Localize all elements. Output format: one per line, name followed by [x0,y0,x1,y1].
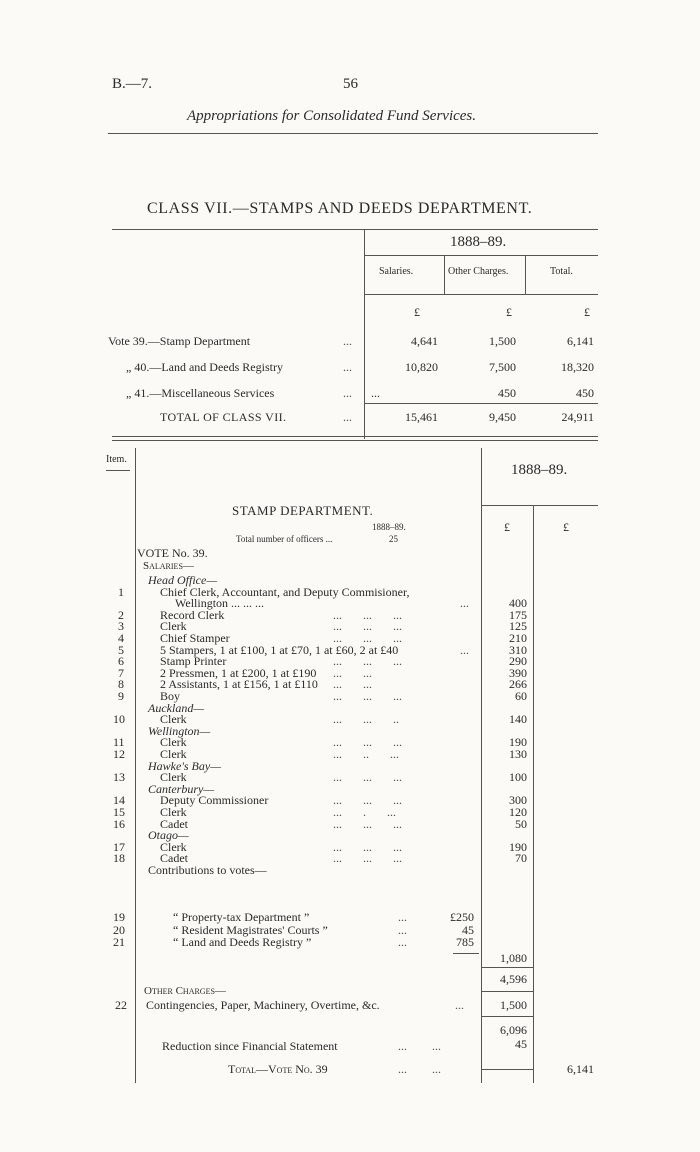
line-dots: ... ... ... [333,839,402,854]
line-text: Auckland— [148,700,204,715]
line-text: 5 Stampers, 1 at £100, 1 at £70, 1 at £60, 2 at £40 [160,642,399,657]
summary-bottom-rule-2 [112,440,598,441]
summary-colhead-rule [364,294,598,295]
item-number: 15 [113,805,125,819]
page-number: 56 [343,76,358,92]
line-amount: 130 [509,747,527,761]
salaries-total-rule [481,967,533,968]
line-text: Clerk [160,805,187,819]
contribution-amount: 785 [456,935,474,949]
currency-other: £ [506,305,512,319]
line-text: Clerk [160,735,187,750]
line-text: Cadet [160,851,188,866]
item-number: 14 [113,793,125,808]
department-title: STAMP DEPARTMENT. [232,503,374,518]
line-amount: 266 [509,677,527,692]
total-vote-label: Total—Vote No. 39 [228,1062,328,1076]
contributions-total: 1,080 [500,951,527,965]
total-vote-amount: 6,141 [567,1062,594,1076]
line-text: Chief Stamper [160,631,230,645]
line-amount: 190 [509,735,527,750]
item-number: 9 [118,689,124,703]
header-rule [108,133,598,134]
line-text: 2 Pressmen, 1 at £200, 1 at £190 [160,665,317,680]
item-number: 11 [113,735,125,750]
line-text: Chief Clerk, Accountant, and Deputy Commisioner, [160,584,410,599]
officers-count: 25 [389,534,398,544]
summary-row-dots: ... [343,334,352,348]
line-dots: ... ... ... [333,816,402,831]
line-text: Clerk [160,747,187,761]
other-charges-amount: 1,500 [500,998,527,1012]
item-number: 17 [113,839,125,854]
salaries-heading: Salaries— [143,560,194,572]
line-text: Otago— [148,828,189,843]
item-number: 16 [113,816,125,831]
line-dots: ... ... [333,677,372,692]
item-number: 20 [113,922,125,937]
summary-total-label: TOTAL OF CLASS VII. [160,410,287,424]
contributions-rule [453,953,479,954]
item-number: 10 [113,712,125,727]
line-dots: ... [460,596,469,611]
salaries-total: 4,596 [500,972,527,986]
line-text: Record Clerk [160,607,225,622]
line-dots: ... ... ... [333,770,402,785]
item-number: 13 [113,770,125,785]
line-text: Clerk [160,839,187,854]
page-reference: B.—7. [112,76,153,92]
amount-column-rule-2 [533,505,534,1083]
col-other-charges: Other Charges. [448,266,509,277]
other-charges-dots: ... [455,998,464,1012]
line-text: Wellington— [148,723,211,738]
detail-currency-1: £ [504,520,510,534]
other-charges-text: Contingencies, Paper, Machinery, Overtime, &c. [146,998,380,1012]
line-amount: 390 [509,665,527,680]
line-text: Deputy Commissioner [160,793,269,808]
line-amount: 70 [515,851,527,866]
summary-row-dots: ... [343,360,352,374]
line-dots: ... ... ... [333,631,402,645]
summary-total-dots: ... [343,410,352,424]
col-total: Total. [550,266,573,277]
line-amount: 190 [509,839,527,854]
detail-year: 1888–89. [511,462,568,478]
line-dots: ... ... ... [333,735,402,750]
reduction-amount: 45 [515,1037,527,1051]
reduction-dots: ... ... [398,1039,441,1053]
contribution-amount: 45 [462,922,474,937]
detail-year-rule [481,505,598,506]
summary-bottom-rule [112,436,598,437]
line-amount: 125 [509,619,527,634]
line-text: Wellington ... ... ... [175,596,265,611]
line-text: Cadet [160,816,188,831]
item-column-rule [135,448,136,1083]
summary-row-label: „ 40.—Land and Deeds Registry [126,360,283,374]
summary-row-salaries: 4,641 [411,334,438,348]
contribution-amount: £250 [450,910,474,924]
line-dots: ... ... .. [333,712,399,727]
vote-number: VOTE No. 39. [137,546,208,560]
page-subtitle: Appropriations for Consolidated Fund Services. [187,108,477,124]
line-dots: ... [460,642,469,657]
summary-year-rule [364,255,598,256]
summary-row-dots: ... [343,386,352,400]
item-number: 3 [118,619,124,634]
class-title: CLASS VII.—STAMPS AND DEEDS DEPARTMENT. [147,200,533,217]
line-amount: 300 [509,793,527,808]
item-header-rule [106,470,130,471]
line-text: Clerk [160,770,187,785]
contribution-dots: ... [398,935,407,949]
summary-left-rule [364,229,365,439]
line-dots: ... ... ... [333,851,402,866]
summary-row-total: 6,141 [567,334,594,348]
item-number: 4 [118,631,124,645]
line-dots: ... ... ... [333,793,402,808]
line-text: Boy [160,689,181,703]
summary-row-other: 7,500 [489,360,516,374]
line-dots: ... ... ... [333,619,402,634]
subtotal-amount: 6,096 [500,1023,527,1037]
item-number: 1 [118,584,124,599]
line-dots: ... ... [333,665,372,680]
officers-year: 1888–89. [372,522,406,532]
summary-total-rule [364,403,598,404]
line-amount: 400 [509,596,527,611]
line-text: Clerk [160,712,187,727]
line-text: Stamp Printer [160,654,227,669]
summary-total-other: 9,450 [489,410,516,424]
summary-year: 1888–89. [450,234,507,250]
summary-col-rule-1 [444,255,445,295]
line-amount: 175 [509,607,527,622]
line-amount: 310 [509,642,527,657]
line-dots: ... ... ... [333,689,402,703]
total-vote-dots: ... ... [398,1062,441,1076]
line-dots: ... .. ... [333,747,399,761]
total-rule [481,1069,533,1070]
line-dots: ... ... ... [333,654,402,669]
summary-col-rule-2 [525,255,526,295]
summary-row-total: 18,320 [561,360,594,374]
currency-salaries: £ [414,305,420,319]
summary-row-other: 1,500 [489,334,516,348]
contribution-dots: ... [398,910,407,924]
line-text: 2 Assistants, 1 at £156, 1 at £110 [160,677,318,692]
item-number: 19 [113,910,125,924]
other-item-number: 22 [115,998,127,1012]
amount-column-rule-1 [481,448,482,1083]
col-salaries: Salaries. [379,266,414,277]
summary-row-label: Vote 39.—Stamp Department [108,334,251,348]
other-charges-heading: Other Charges— [144,985,226,997]
contribution-text: “ Property-tax Department ” [173,910,310,924]
contribution-dots: ... [398,922,407,937]
line-dots: ... . ... [333,805,396,819]
item-number: 21 [113,935,125,949]
other-charges-rule [481,991,533,992]
item-number: 6 [118,654,124,669]
summary-row-label: „ 41.—Miscellaneous Services [126,386,275,400]
item-number: 18 [113,851,125,866]
line-dots: ... ... ... [333,607,402,622]
line-amount: 140 [509,712,527,727]
line-amount: 120 [509,805,527,819]
item-number: 2 [118,607,124,622]
line-text: Canterbury— [148,781,214,796]
line-amount: 60 [515,689,527,703]
summary-total-salaries: 15,461 [405,410,438,424]
contribution-text: “ Resident Magistrates' Courts ” [173,922,328,937]
detail-currency-2: £ [563,520,569,534]
line-amount: 50 [515,816,527,831]
item-header: Item. [106,454,127,465]
reduction-text: Reduction since Financial Statement [162,1039,338,1053]
contribution-text: “ Land and Deeds Registry ” [173,935,312,949]
officers-label: Total number of officers ... [236,534,333,544]
summary-top-rule [112,229,598,230]
subtotal-rule [481,1016,533,1017]
summary-row-salaries: 10,820 [405,360,438,374]
summary-row-total: 450 [576,386,594,400]
line-amount: 210 [509,631,527,645]
summary-total-total: 24,911 [561,410,594,424]
line-text: Hawke's Bay— [148,758,221,773]
summary-row-other: 450 [498,386,516,400]
line-text: Contributions to votes— [148,863,267,877]
line-amount: 100 [509,770,527,785]
item-number: 8 [118,677,124,692]
summary-row-salaries: ... [371,386,380,400]
currency-total: £ [584,305,590,319]
item-number: 12 [113,747,125,761]
line-text: Head Office— [148,573,217,587]
line-text: Clerk [160,619,187,634]
item-number: 7 [118,665,124,680]
item-number: 5 [118,642,124,657]
line-amount: 290 [509,654,527,669]
